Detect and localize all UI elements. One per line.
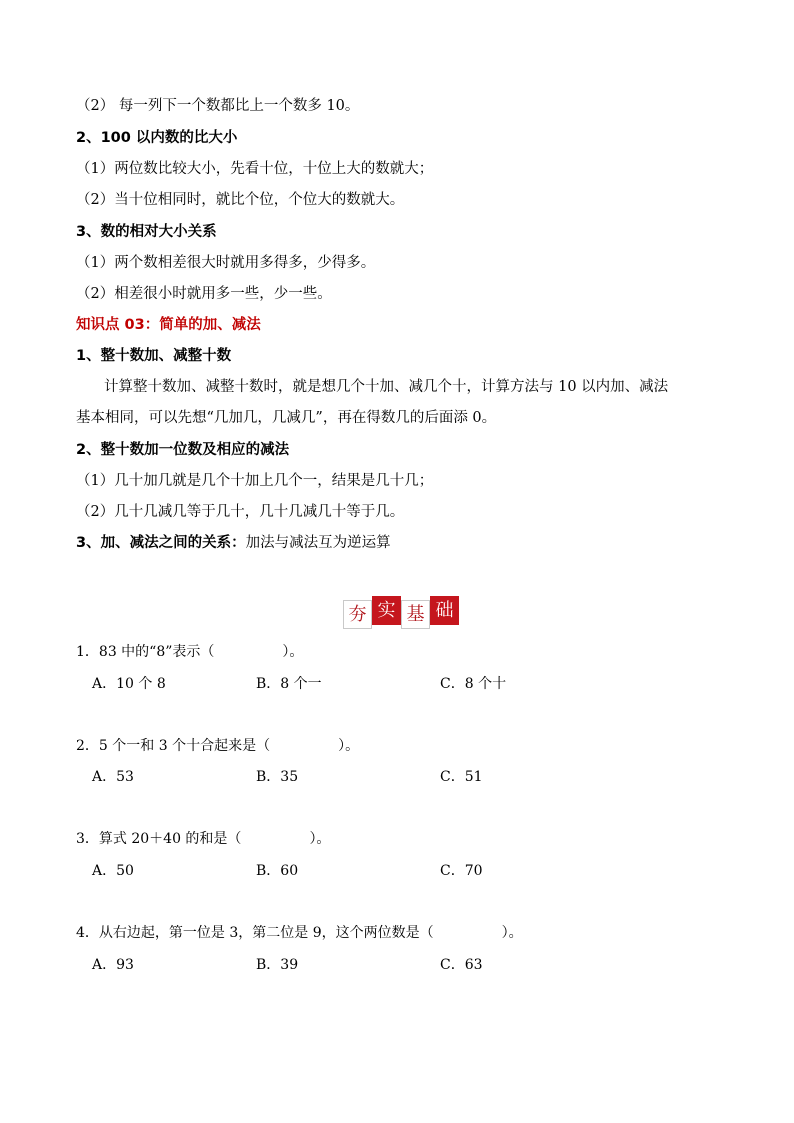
option-b[interactable]: B．60 bbox=[256, 863, 299, 879]
question-2 bbox=[76, 736, 359, 756]
knowledge-paragraph: 计算整十数加、减整十数时，就是想几个十加、减几个十，计算方法与 10 以内加、减法 bbox=[104, 379, 669, 395]
knowledge-line: （2）当十位相同时，就比个位，个位大的数就大。 bbox=[76, 192, 405, 208]
knowledge-paragraph: 基本相同，可以先想“几加几，几减几”，再在得数几的后面添 0。 bbox=[76, 410, 497, 426]
badge-char: 实 bbox=[372, 596, 401, 625]
section-heading: 3、加、减法之间的关系： bbox=[76, 535, 246, 551]
badge-char: 基 bbox=[401, 600, 430, 629]
question-text: 4．从右边起，第一位是 3，第二位是 9，这个两位数是（ bbox=[76, 925, 434, 941]
knowledge-line: （2） 每一列下一个数都比上一个数多 10。 bbox=[76, 98, 360, 114]
knowledge-line: （1）几十加几就是几个十加上几个一，结果是几十几； bbox=[76, 473, 434, 489]
option-b[interactable]: B．8 个一 bbox=[256, 676, 322, 692]
option-c[interactable]: C．8 个十 bbox=[440, 676, 507, 692]
section-heading: 3、数的相对大小关系 bbox=[76, 224, 217, 240]
section-heading: 2、100 以内数的比大小 bbox=[76, 130, 238, 146]
question-close: ）。 bbox=[501, 925, 523, 941]
option-a[interactable]: A．50 bbox=[92, 863, 134, 879]
badge-char: 夯 bbox=[343, 600, 372, 629]
option-a[interactable]: A．10 个 8 bbox=[92, 676, 166, 692]
option-a[interactable]: A．53 bbox=[92, 769, 134, 785]
question-1 bbox=[76, 642, 303, 662]
question-close: ）。 bbox=[282, 644, 304, 660]
section-heading: 1、整十数加、减整十数 bbox=[76, 348, 232, 364]
section-heading-with-text bbox=[76, 533, 391, 553]
badge-char: 础 bbox=[430, 596, 459, 625]
section-badge bbox=[343, 596, 459, 632]
section-heading: 2、整十数加一位数及相应的减法 bbox=[76, 442, 290, 458]
question-close: ）。 bbox=[309, 831, 331, 847]
question-3 bbox=[76, 829, 330, 849]
option-b[interactable]: B．39 bbox=[256, 957, 299, 973]
option-a[interactable]: A．93 bbox=[92, 957, 134, 973]
knowledge-line: （2）几十几减几等于几十，几十几减几十等于几。 bbox=[76, 504, 405, 520]
section-heading-text: 加法与减法互为逆运算 bbox=[245, 535, 391, 551]
question-text: 3．算式 20＋40 的和是（ bbox=[76, 831, 242, 847]
question-4 bbox=[76, 923, 523, 943]
knowledge-line: （1）两个数相差很大时就用多得多，少得多。 bbox=[76, 255, 376, 271]
knowledge-point-title: 知识点 03：简单的加、减法 bbox=[76, 317, 261, 333]
knowledge-line: （2）相差很小时就用多一些，少一些。 bbox=[76, 286, 332, 302]
question-text: 1．83 中的“8”表示（ bbox=[76, 644, 215, 660]
option-b[interactable]: B．35 bbox=[256, 769, 299, 785]
knowledge-line: （1）两位数比较大小，先看十位，十位上大的数就大； bbox=[76, 161, 434, 177]
question-text: 2．5 个一和 3 个十合起来是（ bbox=[76, 738, 271, 754]
option-c[interactable]: C．70 bbox=[440, 863, 483, 879]
option-c[interactable]: C．63 bbox=[440, 957, 483, 973]
question-close: ）。 bbox=[338, 738, 360, 754]
option-c[interactable]: C．51 bbox=[440, 769, 483, 785]
